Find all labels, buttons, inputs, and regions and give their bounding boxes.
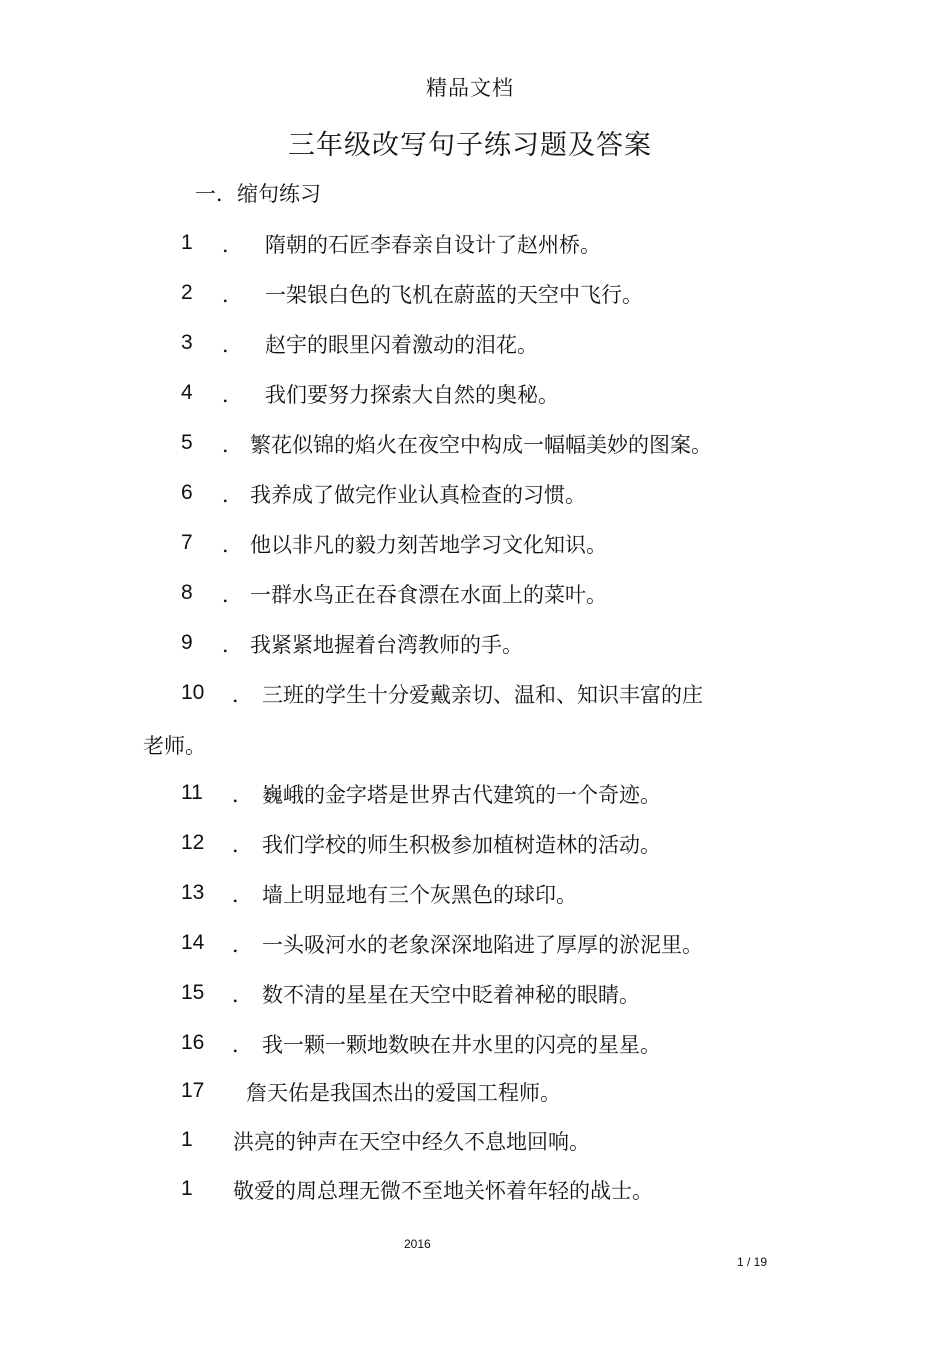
item-separator: ． <box>222 583 243 607</box>
section-heading: 一．缩句练习 <box>195 182 321 206</box>
document-header: 精品文档 <box>426 76 514 100</box>
item-text: 他以非凡的毅力刻苦地学习文化知识。 <box>250 533 607 557</box>
item-text: 繁花似锦的焰火在夜空中构成一幅幅美妙的图案。 <box>250 433 712 457</box>
item-separator: ． <box>232 933 253 957</box>
item-separator: ． <box>232 833 253 857</box>
item-text: 我一颗一颗地数映在井水里的闪亮的星星。 <box>262 1033 661 1057</box>
item-separator: ． <box>222 283 243 307</box>
item-text: 我们学校的师生积极参加植树造林的活动。 <box>262 833 661 857</box>
item-number: 10 <box>181 681 205 704</box>
item-number: 2 <box>181 281 193 304</box>
item-number: 11 <box>181 781 203 804</box>
item-text: 一头吸河水的老象深深地陷进了厚厚的淤泥里。 <box>262 933 703 957</box>
item-number: 5 <box>181 431 193 454</box>
item-text: 我养成了做完作业认真检查的习惯。 <box>250 483 586 507</box>
item-text: 隋朝的石匠李春亲自设计了赵州桥。 <box>265 233 601 257</box>
item-text: 墙上明显地有三个灰黑色的球印。 <box>262 883 577 907</box>
item-separator: ． <box>222 333 243 357</box>
item-number: 13 <box>181 881 205 904</box>
item-text: 一群水鸟正在吞食漂在水面上的菜叶。 <box>250 583 607 607</box>
item-number: 15 <box>181 981 205 1004</box>
footer-year: 2016 <box>404 1237 431 1251</box>
item-text: 巍峨的金字塔是世界古代建筑的一个奇迹。 <box>262 783 661 807</box>
item-10-continuation: 老师。 <box>143 734 206 758</box>
item-separator: ． <box>222 383 243 407</box>
item-number: 3 <box>181 331 193 354</box>
item-separator: ． <box>232 983 253 1007</box>
document-title: 三年级改写句子练习题及答案 <box>288 130 652 161</box>
item-separator: ． <box>222 433 243 457</box>
item-text: 我们要努力探索大自然的奥秘。 <box>265 383 559 407</box>
item-number: 7 <box>181 531 193 554</box>
item-number: 1 <box>181 1177 193 1200</box>
item-number: 1 <box>181 231 193 254</box>
item-number: 17 <box>181 1079 205 1102</box>
item-separator: ． <box>222 233 243 257</box>
item-separator: ． <box>222 483 243 507</box>
item-separator: ． <box>232 683 253 707</box>
item-number: 9 <box>181 631 193 654</box>
item-text: 我紧紧地握着台湾教师的手。 <box>250 633 523 657</box>
item-separator: ． <box>232 783 253 807</box>
item-number: 6 <box>181 481 193 504</box>
item-number: 8 <box>181 581 193 604</box>
item-text: 赵宇的眼里闪着激动的泪花。 <box>265 333 538 357</box>
item-separator: ． <box>232 883 253 907</box>
item-text: 一架银白色的飞机在蔚蓝的天空中飞行。 <box>265 283 643 307</box>
item-number: 14 <box>181 931 205 954</box>
item-number: 12 <box>181 831 205 854</box>
item-text: 三班的学生十分爱戴亲切、温和、知识丰富的庄 <box>262 683 703 707</box>
item-text: 詹天佑是我国杰出的爱国工程师。 <box>246 1081 561 1105</box>
item-number: 4 <box>181 381 193 404</box>
item-number: 1 <box>181 1128 193 1151</box>
page-number: 1 / 19 <box>737 1255 768 1269</box>
item-separator: ． <box>222 633 243 657</box>
item-separator: ． <box>222 533 243 557</box>
item-number: 16 <box>181 1031 205 1054</box>
item-text: 数不清的星星在天空中眨着神秘的眼睛。 <box>262 983 640 1007</box>
item-text: 敬爱的周总理无微不至地关怀着年轻的战士。 <box>233 1179 653 1203</box>
item-separator: ． <box>232 1033 253 1057</box>
item-text: 洪亮的钟声在天空中经久不息地回响。 <box>233 1130 590 1154</box>
